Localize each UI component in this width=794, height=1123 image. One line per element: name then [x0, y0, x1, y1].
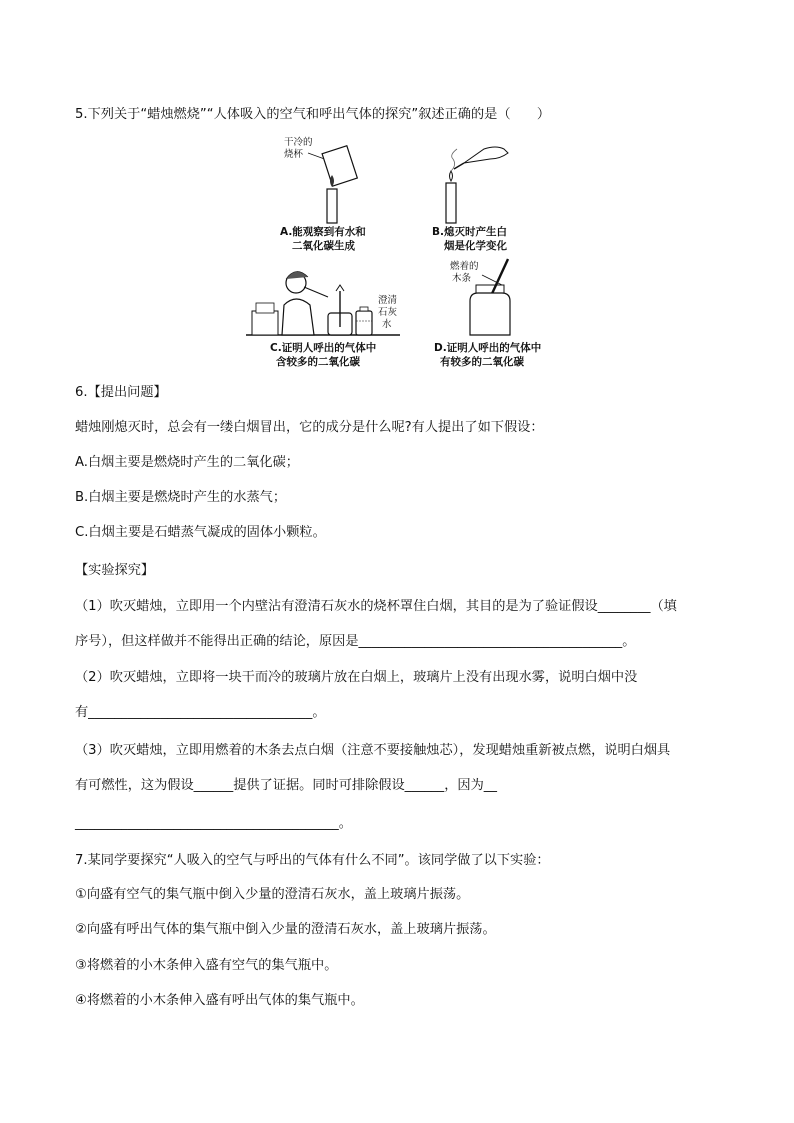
person-body-icon	[282, 299, 314, 335]
q6-experiment-2a: （2）吹灭蜡烛，立即将一块干而冷的玻璃片放在白烟上，玻璃片上没有出现水雾，说明白烟中没	[75, 670, 638, 685]
candle-icon	[327, 189, 337, 223]
q6-experiment-3c: ________________________________________。	[75, 816, 352, 831]
q6-experiment-1b: 序号），但这样做并不能得出正确的结论，原因是________________________________________。	[75, 634, 636, 649]
beaker-icon	[322, 146, 357, 186]
q7-step-3: ③将燃着的小木条伸入盛有空气的集气瓶中。	[75, 958, 338, 973]
gas-jar-icon	[470, 293, 510, 335]
q6-experiment-3b: 有可燃性，这为假设______提供了证据。同时可排除假设______，因为__	[75, 778, 497, 793]
q6-title: 6.【提出问题】	[75, 385, 167, 400]
panel-a-caption-2: 二氧化碳生成	[292, 240, 355, 252]
panel-a-caption-1: A.能观察到有水和	[280, 226, 366, 238]
panel-d-caption-2: 有较多的二氧化碳	[440, 356, 524, 368]
q6-section-title: 【实验探究】	[75, 563, 155, 578]
q6-experiment-2b: 有__________________________________。	[75, 705, 326, 720]
q5-stem: 5.下列关于“蜡烛燃烧”“人体吸入的空气和呼出气体的探究”叙述正确的是（ ）	[75, 107, 551, 122]
q5-figure	[240, 135, 560, 375]
q6-hypothesis-b: B.白烟主要是燃烧时产生的水蒸气；	[75, 490, 287, 505]
q6-experiment-3a: （3）吹灭蜡烛，立即用燃着的木条去点白烟（注意不要接触烛芯），发现蜡烛重新被点燃，说明白烟具	[75, 743, 671, 758]
q6-hypothesis-a: A.白烟主要是燃烧时产生的二氧化碳；	[75, 455, 299, 470]
panel-d	[434, 259, 542, 368]
q7-stem: 7.某同学要探究“人吸入的空气与呼出的气体有什么不同”。该同学做了以下实验：	[75, 853, 550, 868]
q6-hypothesis-c: C.白烟主要是石蜡蒸气凝成的固体小颗粒。	[75, 525, 326, 540]
panel-d-label-2: 木条	[452, 273, 472, 284]
panel-c-caption-1: C.证明人呼出的气体中	[270, 342, 377, 354]
hand-icon	[464, 147, 508, 163]
panel-b-caption-1: B.熄灭时产生白	[432, 226, 507, 238]
lime-water-bottle-icon	[356, 311, 372, 335]
panel-b-caption-2: 烟是化学变化	[444, 240, 507, 252]
match-icon	[454, 163, 464, 169]
panel-d-label-1: 燃着的	[450, 261, 479, 272]
panel-a-label-2: 烧杯	[284, 149, 304, 160]
q7-step-4: ④将燃着的小木条伸入盛有呼出气体的集气瓶中。	[75, 993, 364, 1008]
q7-step-2: ②向盛有呼出气体的集气瓶中倒入少量的澄清石灰水，盖上玻璃片振荡。	[75, 922, 496, 937]
panel-a	[280, 136, 366, 252]
panel-c-label-2: 石灰	[378, 307, 398, 318]
q6-experiment-1a: （1）吹灭蜡烛，立即用一个内壁沾有澄清石灰水的烧杯罩住白烟，其目的是为了验证假设________（填	[75, 599, 677, 614]
q6-intro: 蜡烛刚熄灭时，总会有一缕白烟冒出，它的成分是什么呢?有人提出了如下假设：	[75, 420, 544, 435]
panel-b	[432, 147, 508, 252]
panel-c-caption-2: 含较多的二氧化碳	[276, 356, 360, 368]
panel-c-label-1: 澄清	[378, 295, 398, 306]
panel-c-label-3: 水	[382, 319, 392, 330]
candle-icon	[446, 183, 456, 223]
panel-c	[246, 271, 400, 368]
q7-step-1: ①向盛有空气的集气瓶中倒入少量的澄清石灰水，盖上玻璃片振荡。	[75, 887, 470, 902]
panel-d-caption-1: D.证明人呼出的气体中	[434, 342, 542, 354]
panel-a-label-1: 干冷的	[284, 137, 313, 148]
